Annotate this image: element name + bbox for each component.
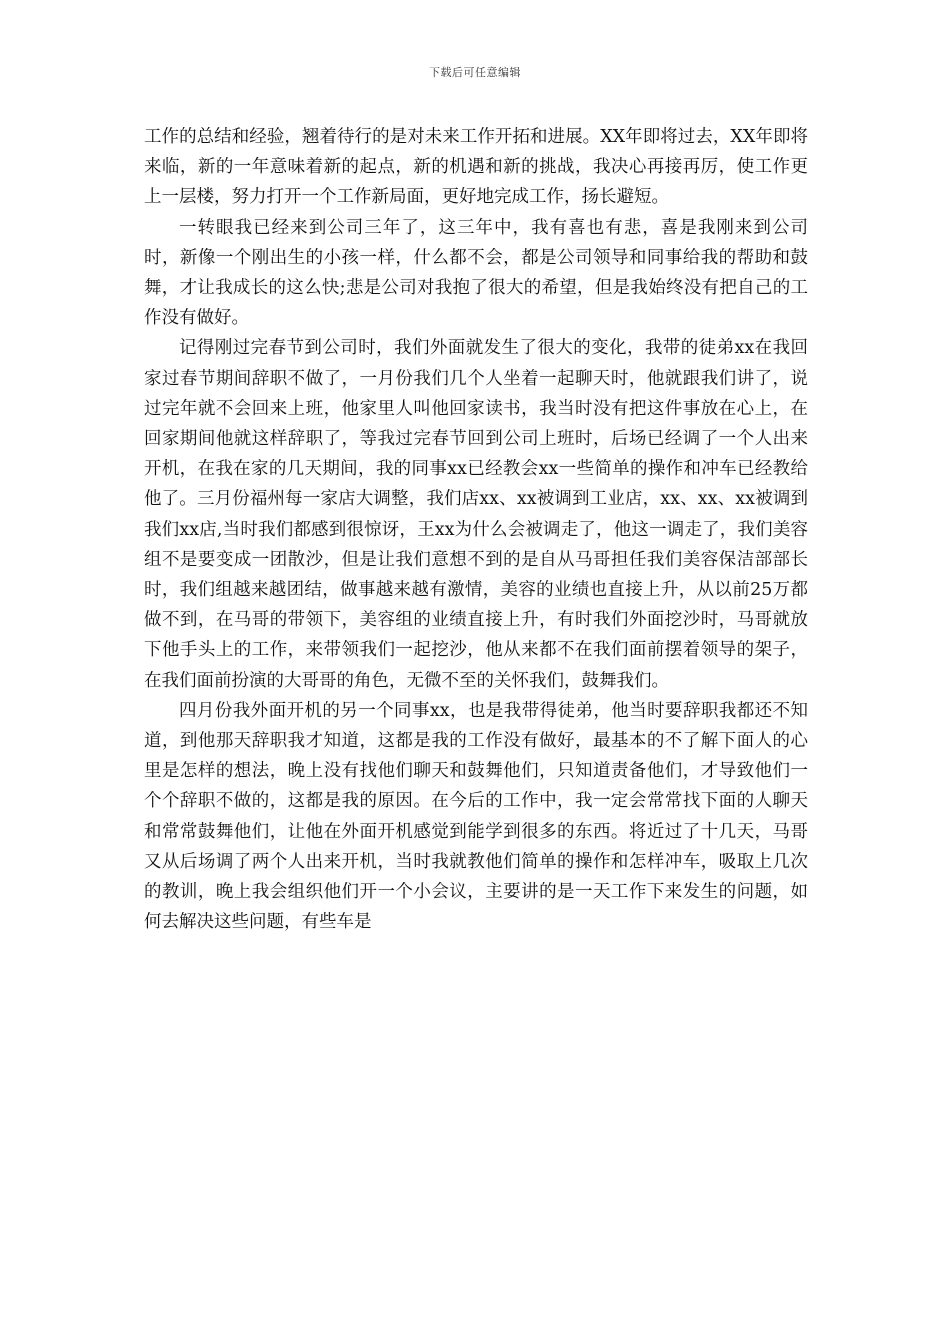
page-header: 下载后可任意编辑 (429, 66, 521, 79)
paragraph-1: 工作的总结和经验，翘着待行的是对未来工作开拓和进展。XX年即将过去，XX年即将来临，新的一年意味着新的起点，新的机遇和新的挑战，我决心再接再厉，使工作更上一层楼，努力打开一个工作新局面，更好地完成工作，扬长避短。 (144, 127, 808, 208)
paragraph-4: 四月份我外面开机的另一个同事xx，也是我带得徒弟，他当时要辞职我都还不知道，到他那天辞职我才知道，这都是我的工作没有做好，最基本的不了解下面人的心里是怎样的想法，晚上没有找他们聊天和鼓舞他们，只知道责备他们，才导致他们一个个辞职不做的，这都是我的原因。在今后的工作中，我一定会常常找下面的人聊天和常常鼓舞他们，让他在外面开机感觉到能学到很多的东西。将近过了十几天，马哥又从后场调了两个人出来开机，当时我就教他们简单的操作和怎样冲车，吸取上几次的教训，晚上我会组织他们开一个小会议，主要讲的是一天工作下来发生的问题，如何去解决这些问题，有些车是 (144, 700, 808, 933)
paragraph-2: 一转眼我已经来到公司三年了，这三年中，我有喜也有悲，喜是我刚来到公司时，新像一个刚出生的小孩一样，什么都不会，都是公司领导和同事给我的帮助和鼓舞，才让我成长的这么快;悲是公司对我抱了很大的希望，但是我始终没有把自己的工作没有做好。 (144, 217, 808, 329)
paragraph-3: 记得刚过完春节到公司时，我们外面就发生了很大的变化，我带的徒弟xx在我回家过春节期间辞职不做了，一月份我们几个人坐着一起聊天时，他就跟我们讲了，说过完年就不会回来上班，他家里人叫他回家读书，我当时没有把这件事放在心上，在回家期间他就这样辞职了，等我过完春节回到公司上班时，后场已经调了一个人出来开机，在我在家的几天期间，我的同事xx已经教会xx一些简单的操作和冲车已经教给他了。三月份福州每一家店大调整，我们店xx、xx被调到工业店，xx、xx、xx被调到我们xx店,当时我们都感到很惊讶，王xx为什么会被调走了，他这一调走了，我们美容组不是要变成一团散沙，但是让我们意想不到的是自从马哥担任我们美容保洁部部长时，我们组越来越团结，做事越来越有激情，美容的业绩也直接上升，从以前25万都做不到，在马哥的带领下，美容组的业绩直接上升，有时我们外面挖沙时，马哥就放下他手头上的工作，来带领我们一起挖沙，他从来都不在我们面前摆着领导的架子，在我们面前扮演的大哥哥的角色，无微不至的关怀我们，鼓舞我们。 (144, 338, 808, 691)
document-body (144, 122, 808, 937)
